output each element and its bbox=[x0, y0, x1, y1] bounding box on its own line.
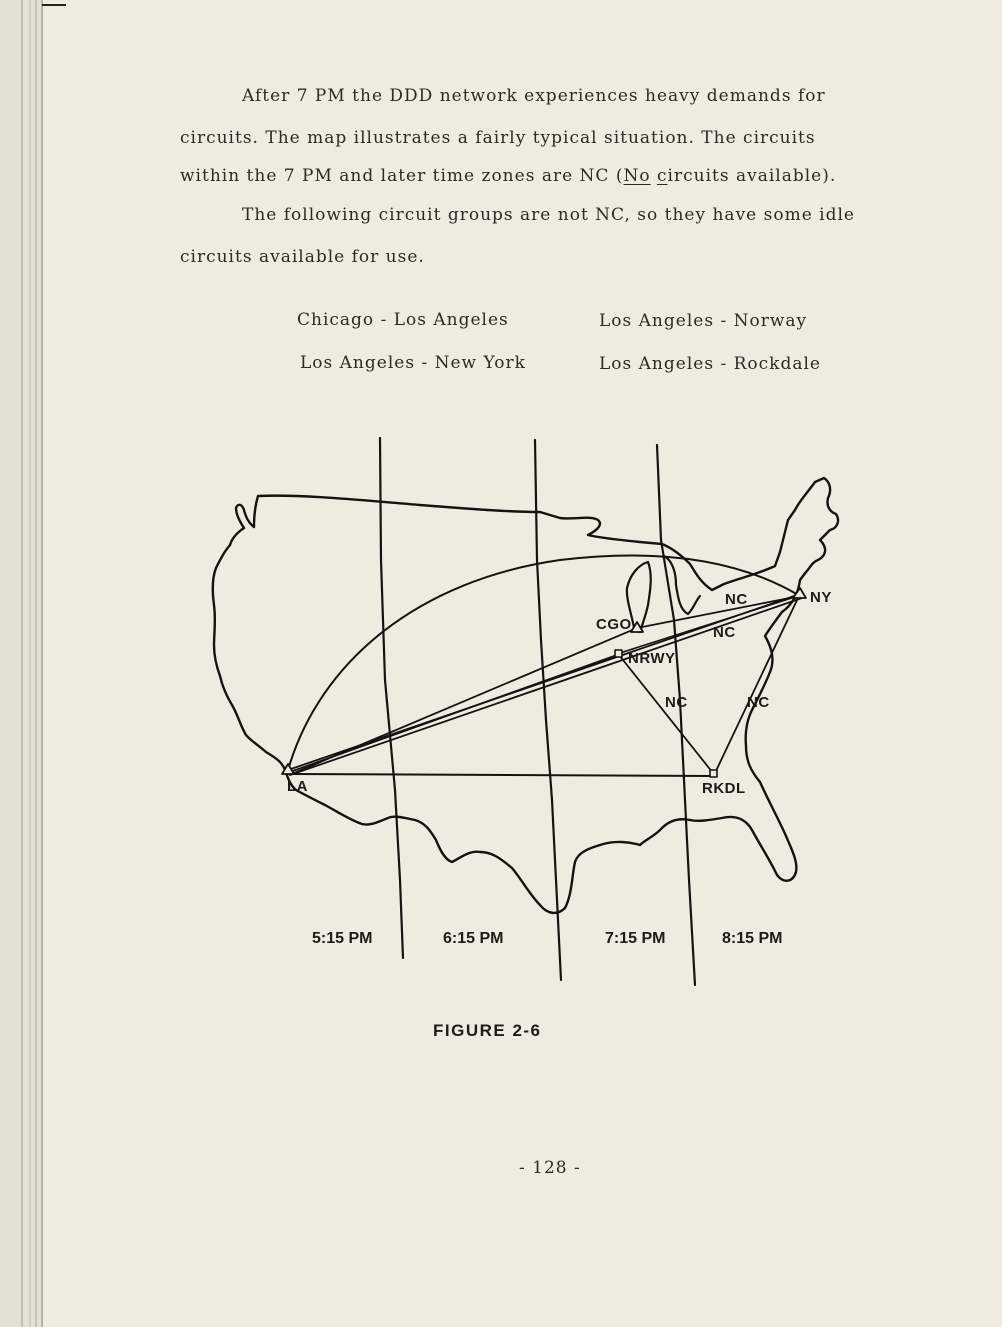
paragraph-line-2: circuits. The map illustrates a fairly typical situation. The circuits bbox=[180, 128, 816, 148]
circuit-la-cgo bbox=[292, 628, 637, 774]
node-label-nrwy: NRWY bbox=[628, 650, 676, 667]
figure-caption: FIGURE 2-6 bbox=[433, 1021, 542, 1040]
nc-label-nrwy-rkdl: NC bbox=[665, 694, 688, 711]
rkdl-node-marker bbox=[710, 770, 717, 777]
paragraph-line-4: The following circuit groups are not NC, so they have some idle bbox=[242, 205, 855, 225]
time-zone-boundary-3 bbox=[657, 445, 695, 985]
time-zone-boundary-2 bbox=[535, 440, 561, 980]
nc-label-cgo-ny: NC bbox=[725, 591, 748, 608]
circuit-arc-la-ny bbox=[288, 556, 800, 771]
circuit-group-chicago-la: Chicago - Los Angeles bbox=[297, 310, 509, 330]
underlined-c: c bbox=[657, 166, 668, 186]
time-zone-label-pacific: 5:15 PM bbox=[312, 930, 373, 947]
us-outline bbox=[213, 478, 838, 913]
time-zone-label-mountain: 6:15 PM bbox=[443, 930, 504, 947]
nrwy-node-marker bbox=[615, 650, 622, 657]
circuit-group-la-rockdale: Los Angeles - Rockdale bbox=[599, 354, 821, 374]
circuit-group-la-ny: Los Angeles - New York bbox=[300, 353, 526, 373]
circuit-nrwy-ny bbox=[620, 596, 798, 653]
nc-label-nrwy-ny: NC bbox=[713, 624, 736, 641]
node-label-cgo: CGO bbox=[596, 616, 632, 633]
circuit-group-la-norway: Los Angeles - Norway bbox=[599, 311, 808, 331]
node-label-ny: NY bbox=[810, 589, 832, 606]
nc-label-ny-rkdl: NC bbox=[747, 694, 770, 711]
circuit-nrwy-rkdl bbox=[619, 655, 713, 773]
time-zone-label-eastern: 8:15 PM bbox=[722, 930, 783, 947]
circuit-la-rkdl bbox=[290, 774, 713, 776]
node-label-rkdl: RKDL bbox=[702, 780, 746, 797]
underlined-no: No bbox=[623, 166, 651, 186]
paragraph-line-1: After 7 PM the DDD network experiences heavy demands for bbox=[242, 86, 826, 106]
node-label-la: LA bbox=[287, 778, 308, 795]
paragraph-line-5: circuits available for use. bbox=[180, 247, 425, 267]
paragraph-line-3: within the 7 PM and later time zones are NC (No circuits available). bbox=[180, 166, 837, 186]
time-zone-label-central: 7:15 PM bbox=[605, 930, 666, 947]
time-zone-boundary-1 bbox=[380, 438, 403, 958]
page-number: - 128 - bbox=[519, 1158, 581, 1178]
